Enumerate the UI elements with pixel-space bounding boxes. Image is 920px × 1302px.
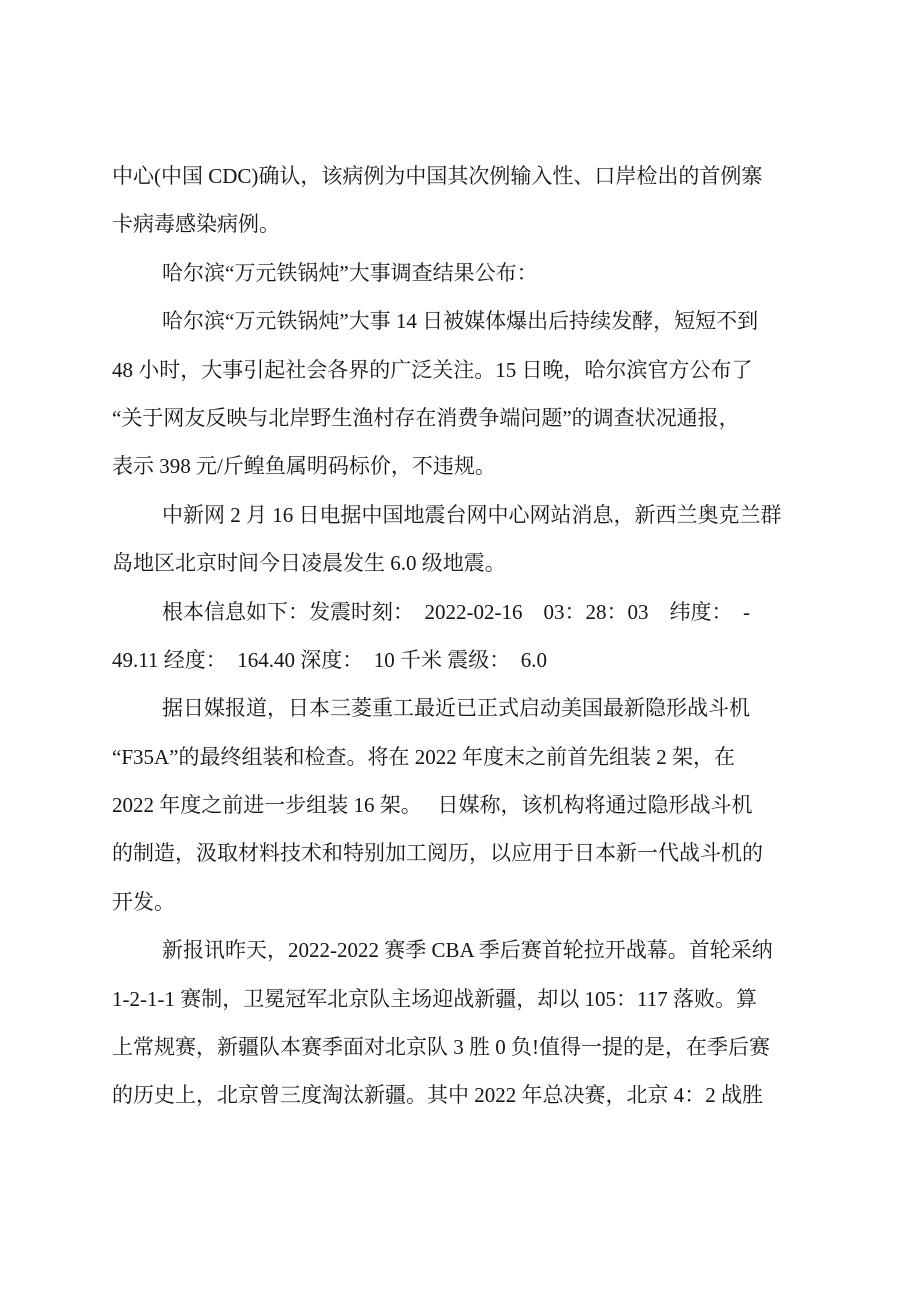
text-line: 哈尔滨“万元铁锅炖”大事 14 日被媒体爆出后持续发酵，短短不到 bbox=[162, 309, 759, 334]
page-text bbox=[112, 152, 812, 1120]
text-line: 49.11 经度： 164.40 深度： 10 千米 震级： 6.0 bbox=[112, 647, 547, 672]
text-line: 的制造，汲取材料技术和特别加工阅历，以应用于日本新一代战斗机的 bbox=[112, 841, 763, 866]
text-line: 哈尔滨“万元铁锅炖”大事调查结果公布： bbox=[162, 260, 538, 285]
text-line: 新报讯昨天，2022-2022 赛季 CBA 季后赛首轮拉开战幕。首轮采纳 bbox=[162, 938, 773, 963]
text-line: 2022 年度之前进一步组装 16 架。 日媒称，该机构将通过隐形战斗机 bbox=[112, 793, 753, 818]
text-line: 中心(中国 CDC)确认，该病例为中国其次例输入性、口岸检出的首例寨 bbox=[112, 164, 763, 188]
text-line: 岛地区北京时间今日凌晨发生 6.0 级地震。 bbox=[112, 551, 506, 576]
text-line: 开发。 bbox=[112, 889, 175, 914]
text-line: 根本信息如下：发震时刻： 2022-02-16 03：28：03 纬度： - bbox=[162, 599, 750, 624]
text-line: 48 小时，大事引起社会各界的广泛关注。15 日晚，哈尔滨官方公布了 bbox=[112, 357, 753, 382]
text-line: 1-2-1-1 赛制，卫冕冠军北京队主场迎战新疆，却以 105：117 落败。算 bbox=[112, 986, 757, 1011]
text-line: 上常规赛，新疆队本赛季面对北京队 3 胜 0 负!值得一提的是，在季后赛 bbox=[112, 1035, 770, 1060]
text-line: “F35A”的最终组装和检查。将在 2022 年度末之前首先组装 2 架，在 bbox=[112, 744, 735, 769]
text-line: 卡病毒感染病例。 bbox=[112, 212, 280, 237]
text-line: “关于网友反映与北岸野生渔村存在消费争端问题”的调查状况通报， bbox=[112, 405, 740, 430]
text-line: 表示 398 元/斤鳇鱼属明码标价，不违规。 bbox=[112, 454, 496, 479]
text-line: 的历史上，北京曾三度淘汰新疆。其中 2022 年总决赛，北京 4：2 战胜 bbox=[112, 1083, 763, 1108]
text-line: 中新网 2 月 16 日电据中国地震台网中心网站消息，新西兰奥克兰群 bbox=[162, 502, 782, 527]
text-line: 据日媒报道，日本三菱重工最近已正式启动美国最新隐形战斗机 bbox=[162, 696, 750, 721]
